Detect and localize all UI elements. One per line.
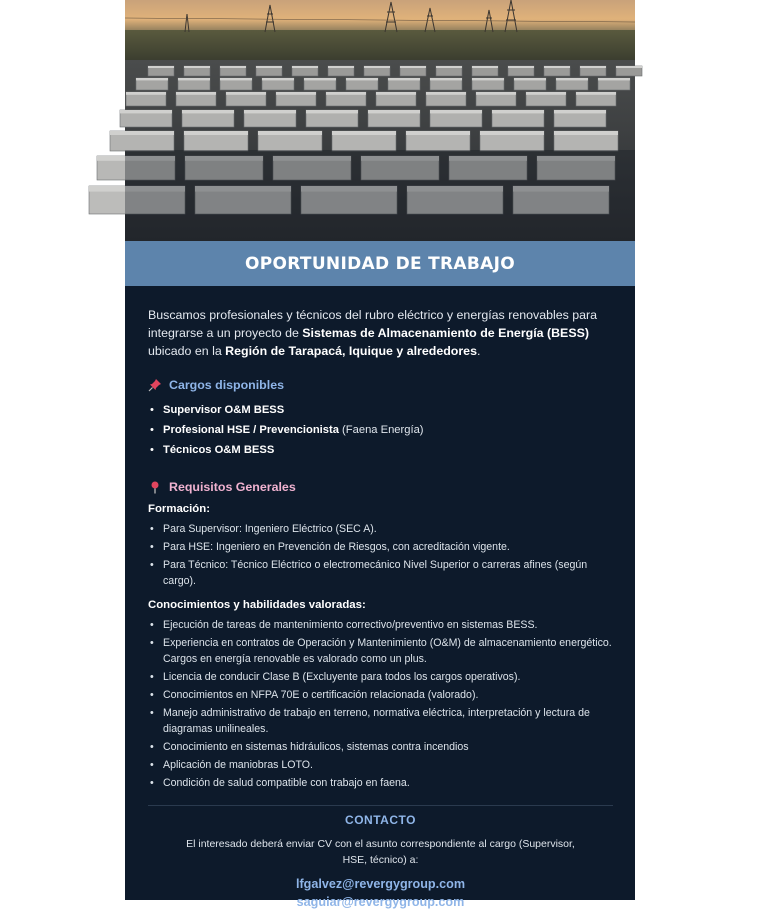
- email-link-lfgalvez[interactable]: lfgalvez@revergygroup.com: [295, 877, 466, 891]
- divider: [148, 805, 613, 806]
- pushpin-icon: [148, 378, 162, 392]
- conocimientos-list: [148, 617, 613, 791]
- list-item: • Licencia de conducir Clase B (Excluyente para todos los cargos operativos).: [148, 669, 613, 685]
- conocimientos-title: Conocimientos y habilidades valoradas:: [148, 599, 366, 611]
- region-highlight: Región de Tarapacá, Iquique y alrededores: [225, 344, 477, 358]
- formacion-title: Formación:: [148, 503, 211, 515]
- list-item: • Supervisor O&M BESS: [148, 400, 613, 420]
- list-item: • Para Supervisor: Ingeniero Eléctrico (SEC A).: [148, 521, 613, 537]
- contacto-text: El interesado deberá enviar CV con el asunto correspondiente al cargo (Supervisor, HSE, técnico) a:: [186, 838, 575, 866]
- battery-storage-photo: [125, 0, 635, 241]
- email-link-saguiar[interactable]: saguiar@revergygroup.com: [296, 895, 465, 909]
- job-posting-card: [125, 0, 635, 909]
- round-pushpin-icon: [148, 480, 162, 494]
- intro-paragraph: Buscamos profesionales y técnicos del rubro eléctrico y energías renovables para integrarse a un proyecto de Sistemas de Almacenamiento de Energía (BESS) ubicado en la Región de Tarapacá, Iquique y alrededores.: [148, 308, 598, 358]
- bess-highlight: Sistemas de Almacenamiento de Energía (BESS): [302, 326, 589, 340]
- list-item: • Conocimiento en sistemas hidráulicos, sistemas contra incendios: [148, 739, 613, 755]
- hero-image: [125, 0, 635, 241]
- page-title: OPORTUNIDAD DE TRABAJO: [125, 241, 635, 286]
- cargos-heading: [148, 378, 613, 392]
- list-item: • Aplicación de maniobras LOTO.: [148, 757, 613, 773]
- list-item: • Conocimientos en NFPA 70E o certificación relacionada (valorado).: [148, 687, 613, 703]
- requisitos-heading: [148, 480, 613, 494]
- list-item: • Condición de salud compatible con trabajo en faena.: [148, 775, 613, 791]
- list-item: • Para HSE: Ingeniero en Prevención de Riesgos, con acreditación vigente.: [148, 539, 613, 555]
- list-item: • Manejo administrativo de trabajo en terreno, normativa eléctrica, interpretación y lectura de diagramas unilineales.: [148, 705, 613, 737]
- cargos-list: [148, 400, 613, 460]
- cargos-title: Cargos disponibles: [169, 378, 284, 392]
- requisitos-title: Requisitos Generales: [169, 480, 296, 494]
- formacion-list: [148, 521, 613, 589]
- list-item: • Ejecución de tareas de mantenimiento correctivo/preventivo en sistemas BESS.: [148, 617, 613, 633]
- main-content: [125, 286, 635, 911]
- list-item: • Para Técnico: Técnico Eléctrico o electromecánico Nivel Superior o carreras afines (según cargo).: [148, 557, 613, 589]
- list-item: • Profesional HSE / Prevencionista (Faena Energía): [148, 420, 613, 440]
- list-item: • Experiencia en contratos de Operación y Mantenimiento (O&M) de almacenamiento energético. Cargos en energía renovable es valorado como un plus.: [148, 635, 613, 667]
- email-list: [148, 875, 613, 911]
- list-item: • Técnicos O&M BESS: [148, 440, 613, 460]
- contacto-title: CONTACTO: [345, 813, 416, 827]
